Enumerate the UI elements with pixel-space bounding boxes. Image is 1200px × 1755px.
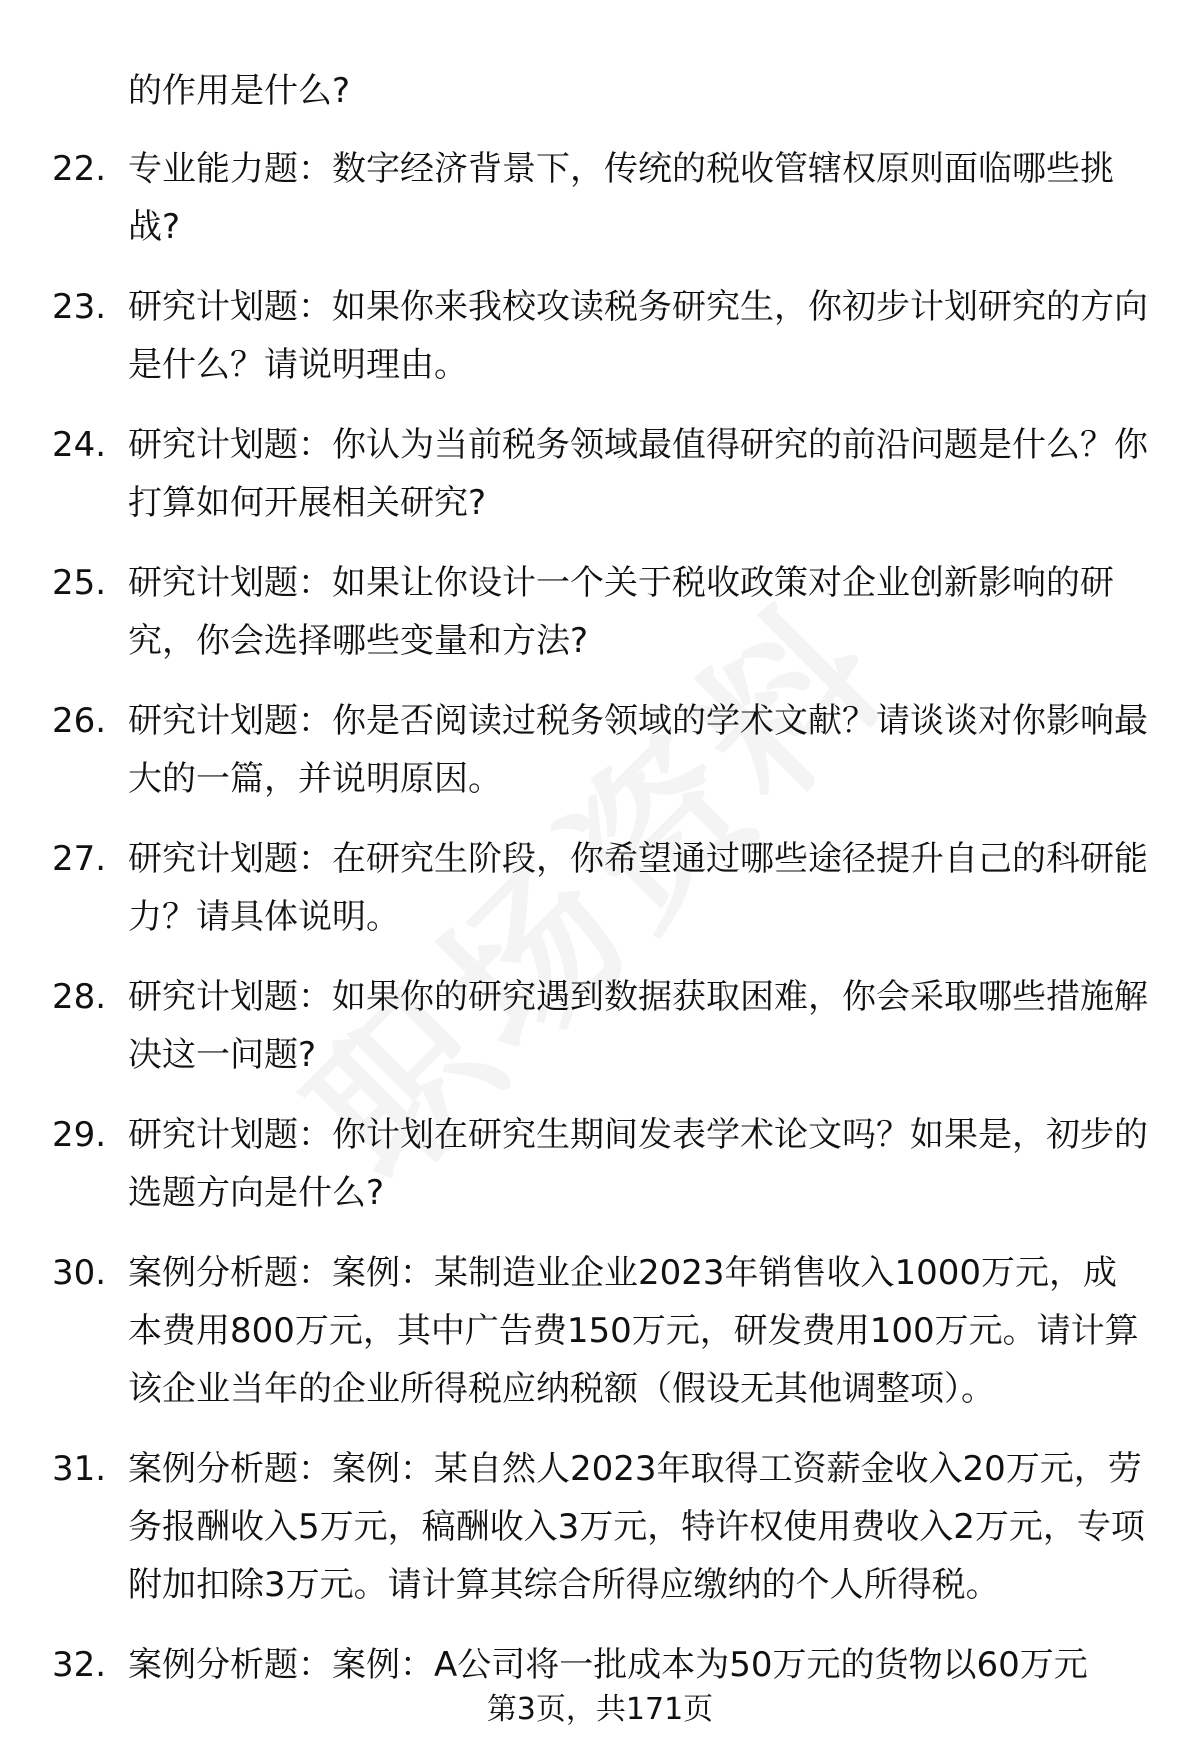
question-item	[0, 1244, 1200, 1418]
question-number: 26.	[52, 701, 107, 741]
question-text: 研究计划题：你是否阅读过税务领域的学术文献？请谈谈对你影响最大的一篇，并说明原因。	[128, 701, 1148, 799]
question-text: 案例分析题：案例：A公司将一批成本为50万元的货物以60万元	[128, 1645, 1088, 1685]
question-item	[0, 140, 1200, 256]
question-number: 25.	[52, 563, 107, 603]
question-number: 28.	[52, 977, 107, 1017]
question-number: 29.	[52, 1115, 107, 1155]
question-number: 22.	[52, 149, 107, 189]
question-number: 31.	[52, 1449, 107, 1489]
question-text: 研究计划题：如果你的研究遇到数据获取困难，你会采取哪些措施解决这一问题?	[128, 977, 1148, 1075]
question-item	[0, 1440, 1200, 1614]
question-text: 专业能力题：数字经济背景下，传统的税收管辖权原则面临哪些挑战?	[128, 149, 1114, 247]
question-number: 27.	[52, 839, 107, 879]
question-item	[0, 416, 1200, 532]
question-item	[0, 278, 1200, 394]
question-text: 研究计划题：你计划在研究生期间发表学术论文吗？如果是，初步的选题方向是什么?	[128, 1115, 1148, 1213]
continuation-text: 的作用是什么?	[128, 71, 351, 111]
question-text: 研究计划题：如果让你设计一个关于税收政策对企业创新影响的研究，你会选择哪些变量和方法?	[128, 563, 1114, 661]
question-item	[0, 1636, 1200, 1694]
question-text: 研究计划题：你认为当前税务领域最值得研究的前沿问题是什么？你打算如何开展相关研究?	[128, 425, 1148, 523]
question-item	[0, 1106, 1200, 1222]
question-item	[0, 968, 1200, 1084]
question-number: 23.	[52, 287, 107, 327]
question-item	[0, 692, 1200, 808]
question-text: 研究计划题：如果你来我校攻读税务研究生，你初步计划研究的方向是什么？请说明理由。	[128, 287, 1148, 385]
question-item	[0, 830, 1200, 946]
question-number: 32.	[52, 1645, 107, 1685]
question-number: 30.	[52, 1253, 107, 1293]
question-item	[0, 554, 1200, 670]
question-text: 案例分析题：案例：某制造业企业2023年销售收入1000万元，成本费用800万元，其中广告费150万元，研发费用100万元。请计算该企业当年的企业所得税应纳税额（假设无其他调整项）。	[128, 1253, 1139, 1409]
question-text: 案例分析题：案例：某自然人2023年取得工资薪金收入20万元，劳务报酬收入5万元，稿酬收入3万元，特许权使用费收入2万元，专项附加扣除3万元。请计算其综合所得应缴纳的个人所得税。	[128, 1449, 1145, 1605]
question-text: 研究计划题：在研究生阶段，你希望通过哪些途径提升自己的科研能力？请具体说明。	[128, 839, 1148, 937]
question-list	[0, 140, 1200, 1716]
question-number: 24.	[52, 425, 107, 465]
page-footer: 第3页，共171页	[486, 1692, 714, 1727]
